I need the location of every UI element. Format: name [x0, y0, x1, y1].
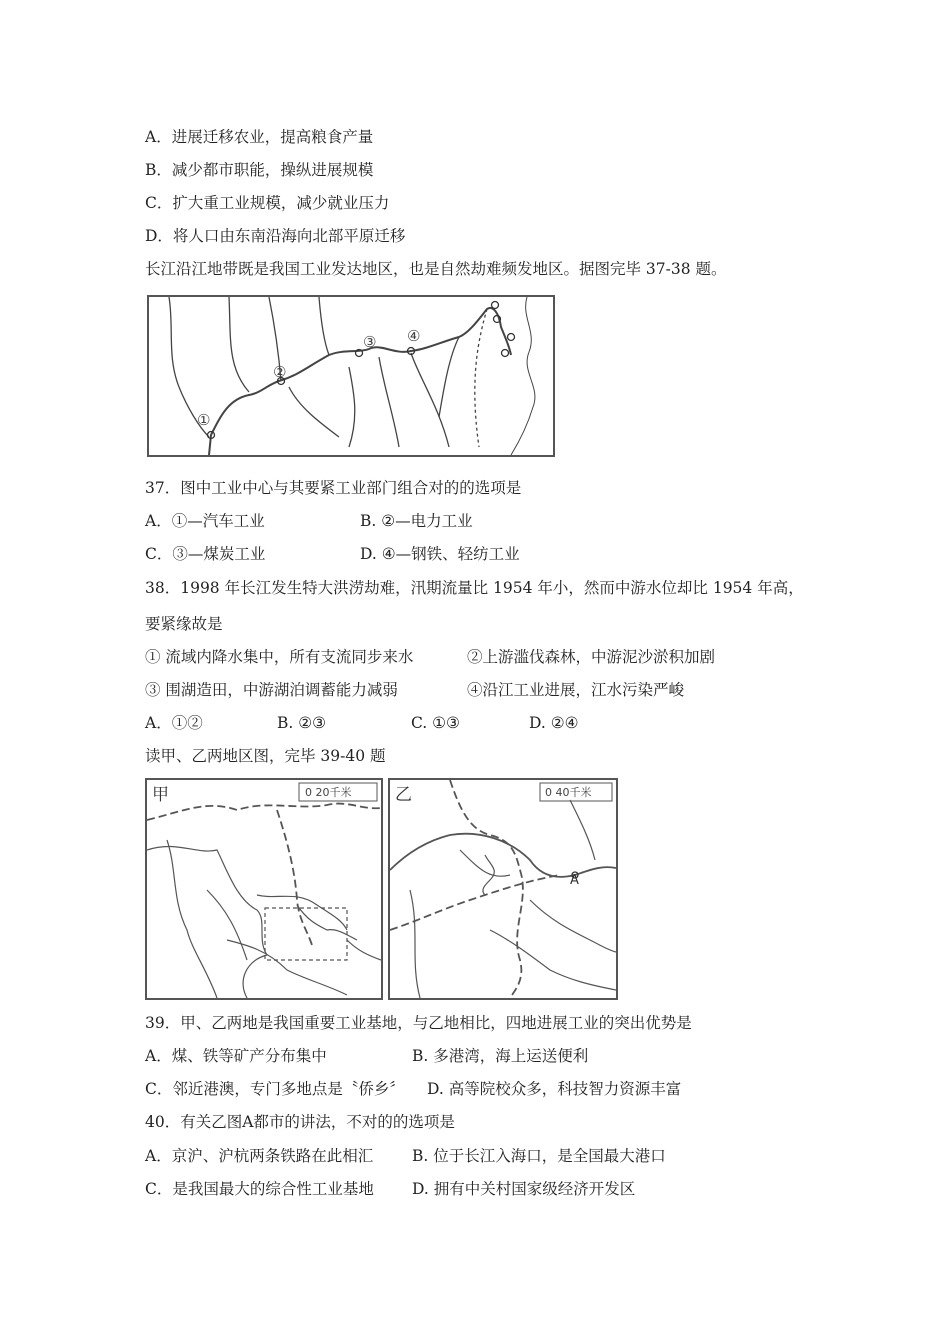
q38-option-b: B. ②③: [277, 714, 327, 732]
q38-stem-line2: 要紧缘故是: [145, 615, 223, 633]
q39-option-d: D. 高等院校众多，科技智力资源丰富: [427, 1080, 682, 1098]
q38-statement-4: ④沿江工业进展，江水污染严峻: [467, 681, 685, 699]
map-yi-scale: 0 40千米: [545, 786, 592, 799]
map-yi-label: 乙: [395, 785, 412, 805]
q38-option-a: A．①②: [145, 714, 203, 732]
q40-option-a: A．京沪、沪杭两条铁路在此相汇: [145, 1147, 374, 1165]
q39-option-c: C．邻近港澳，专门多地点是〝侨乡〞: [145, 1080, 405, 1098]
q40-option-b: B. 位于长江入海口，是全国最大港口: [412, 1147, 666, 1165]
q39-option-a: A．煤、铁等矿产分布集中: [145, 1047, 327, 1065]
yangtze-map-drawing: [149, 297, 553, 455]
q39-stem: 39．甲、乙两地是我国重要工业基地，与乙地相比，四地进展工业的突出优势是: [145, 1014, 692, 1032]
map-yi-point-a: A: [570, 873, 579, 888]
q38-statement-1: ① 流域内降水集中，所有支流同步来水: [145, 648, 414, 666]
q37-option-b: B. ②—电力工业: [360, 512, 473, 530]
q36-option-c: C．扩大重工业规模，减少就业压力: [145, 194, 390, 212]
q37-option-a: A．①—汽车工业: [145, 512, 265, 530]
map1-label-4: ④: [407, 327, 421, 345]
map1-label-2: ②: [273, 363, 287, 381]
q36-option-d: D．将人口由东南沿海向北部平原迁移: [145, 227, 406, 245]
q38-option-d: D. ②④: [529, 714, 579, 732]
map1-label-3: ③: [363, 333, 377, 351]
intro-39-40: 读甲、乙两地区图，完毕 39-40 题: [145, 747, 386, 765]
q38-stem-line1: 38．1998 年长江发生特大洪涝劫难，汛期流量比 1954 年小，然而中游水位却比 1954 年高，: [145, 579, 804, 597]
q38-statement-2: ②上游滥伐森林，中游泥沙淤积加剧: [467, 648, 716, 666]
map1-label-1: ①: [197, 411, 211, 429]
q37-option-c: C．③—煤炭工业: [145, 545, 266, 563]
q40-option-c: C．是我国最大的综合性工业基地: [145, 1180, 374, 1198]
map-yi: [388, 778, 618, 1000]
map-jia: [145, 778, 383, 1000]
yangtze-map: [147, 295, 555, 457]
map-jia-scale: 0 20千米: [305, 786, 352, 799]
intro-37-38: 长江沿江地带既是我国工业发达地区，也是自然劫难频发地区。据图完毕 37-38 题。: [145, 260, 727, 278]
q37-stem: 37．图中工业中心与其要紧工业部门组合对的的选项是: [145, 479, 522, 497]
q38-statement-3: ③ 围湖造田，中游湖泊调蓄能力减弱: [145, 681, 398, 699]
q40-stem: 40．有关乙图A都市的讲法，不对的的选项是: [145, 1113, 455, 1131]
q39-option-b: B. 多港湾，海上运送便利: [412, 1047, 589, 1065]
map-jia-label: 甲: [152, 785, 169, 805]
q40-option-d: D. 拥有中关村国家级经济开发区: [412, 1180, 636, 1198]
q37-option-d: D. ④—钢铁、轻纺工业: [360, 545, 520, 563]
q36-option-b: B．减少都市职能，操纵进展规模: [145, 161, 374, 179]
q38-option-c: C. ①③: [411, 714, 460, 732]
q36-option-a: A．进展迁移农业，提高粮食产量: [145, 128, 374, 146]
